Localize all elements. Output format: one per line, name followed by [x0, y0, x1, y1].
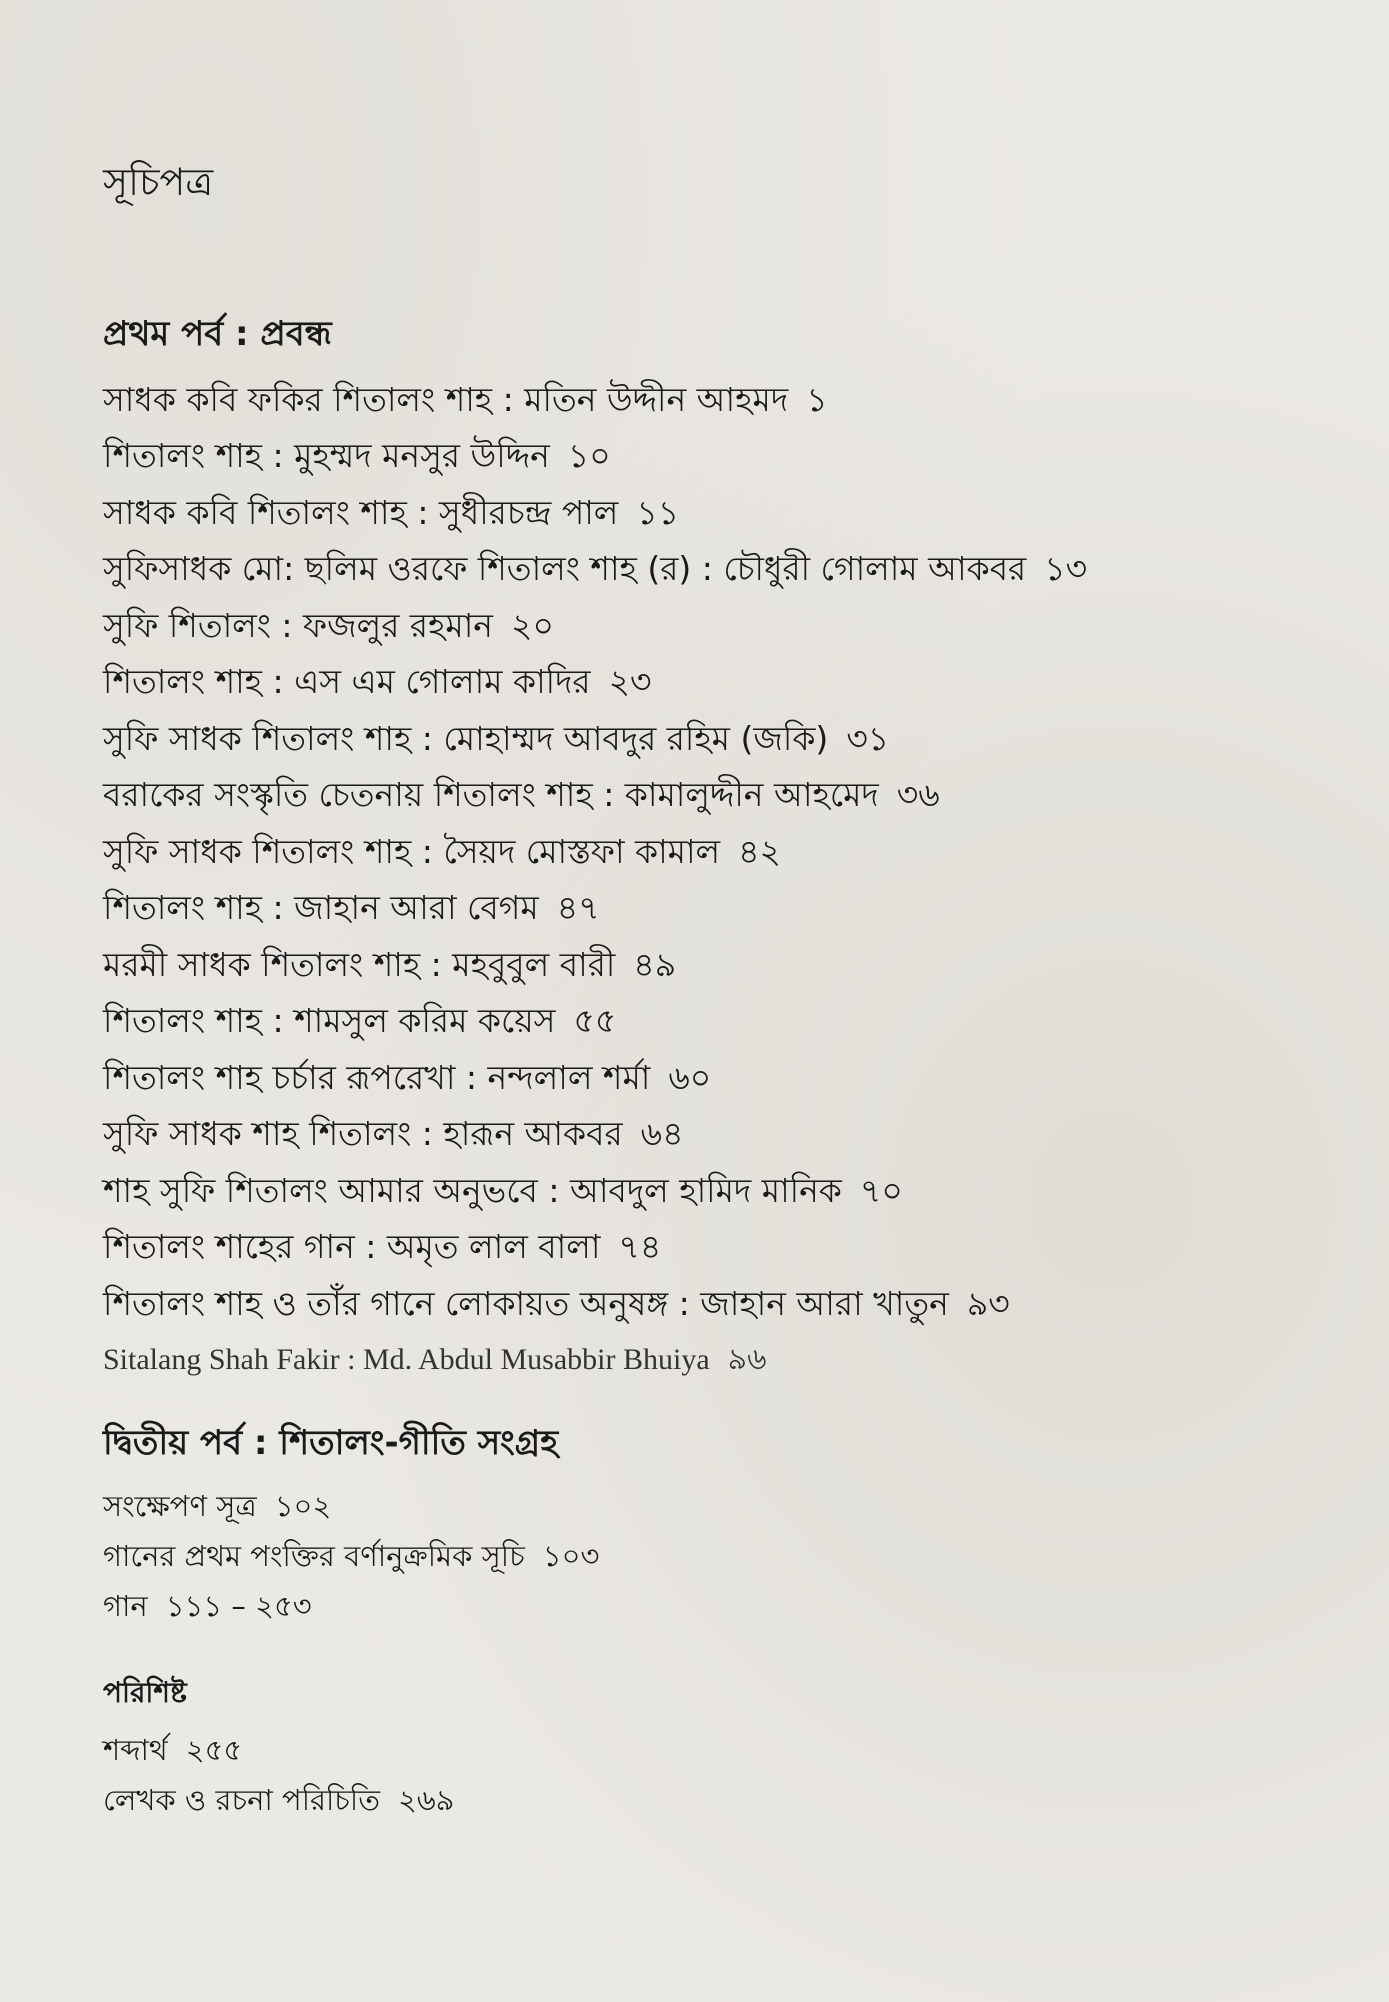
entry-title: সুফি সাধক শিতালং শাহ : মোহাম্মদ আবদুর রহিম (জকি) — [103, 718, 829, 758]
page-number: ৪৭ — [556, 888, 600, 928]
entry-title: শিতালং শাহ : শামসুল করিম কয়েস — [103, 1001, 556, 1041]
toc-entry — [103, 372, 1333, 429]
page-number: ২৬৯ — [397, 1782, 455, 1817]
page-number: ১০২ — [274, 1488, 332, 1523]
page-number: ৩১ — [846, 718, 890, 758]
entry-title: শিতালং শাহ : জাহান আরা বেগম — [103, 888, 539, 928]
toc-entry — [103, 937, 1333, 994]
entry-title: শাহ সুফি শিতালং আমার অনুভবে : আবদুল হামিদ মানিক — [103, 1170, 842, 1210]
section-part-one — [103, 306, 1333, 1389]
toc-entry — [103, 541, 1333, 598]
section-heading: দ্বিতীয় পর্ব : শিতালং-গীতি সংগ্রহ — [103, 1422, 559, 1463]
page-title: সূচিপত্র — [103, 160, 214, 204]
entry-title: শিতালং শাহ : এস এম গোলাম কাদির — [103, 662, 591, 702]
toc-entry — [103, 1332, 1333, 1389]
entry-title: সুফি সাধক শিতালং শাহ : সৈয়দ মোস্তফা কামাল — [103, 831, 721, 871]
entry-title: সাধক কবি শিতালং শাহ : সুধীরচন্দ্র পাল — [103, 492, 619, 532]
entry-title: সাধক কবি ফকির শিতালং শাহ : মতিন উদ্দীন আহমদ — [103, 379, 789, 419]
entry-title: সুফিসাধক মো: ছলিম ওরফে শিতালং শাহ (র) : চৌধুরী গোলাম আকবর — [103, 549, 1027, 589]
toc-entry — [103, 880, 1333, 937]
page-number: ৪৯ — [633, 944, 677, 984]
page-number: ৯৬ — [727, 1343, 767, 1377]
page-number: ১০ — [567, 436, 611, 476]
toc-entry — [103, 598, 1333, 655]
toc-entry — [103, 824, 1333, 881]
entry-title: Sitalang Shah Fakir : Md. Abdul Musabbir Bhuiya — [103, 1343, 710, 1377]
entry-title: লেখক ও রচনা পরিচিতি — [103, 1782, 380, 1817]
entry-title: বরাকের সংস্কৃতি চেতনায় শিতালং শাহ : কামালুদ্দীন আহমেদ — [103, 775, 879, 815]
section-heading: পরিশিষ্ট — [103, 1675, 187, 1709]
table-of-contents — [103, 160, 1333, 1825]
toc-entry — [103, 1163, 1333, 1220]
page-number: ৬০ — [668, 1057, 712, 1097]
toc-entry — [103, 993, 1333, 1050]
entry-title: গানের প্রথম পংক্তির বর্ণানুক্রমিক সূচি — [103, 1538, 525, 1573]
entry-title: শিতালং শাহের গান : অমৃত লাল বালা — [103, 1227, 601, 1267]
toc-entry — [103, 1219, 1333, 1276]
page-number: ১ — [806, 379, 828, 419]
entry-title: সংক্ষেপণ সূত্র — [103, 1488, 257, 1523]
page-number: ১১১ – ২৫৩ — [165, 1588, 312, 1623]
page-number: ১০৩ — [542, 1538, 600, 1573]
page-number: ১৩ — [1044, 549, 1088, 589]
page-number: ৫৫ — [573, 1001, 617, 1041]
entry-title: শিতালং শাহ ও তাঁর গানে লোকায়ত অনুষঙ্গ : জাহান আরা খাতুন — [103, 1283, 949, 1323]
toc-entry — [103, 1106, 1333, 1163]
entry-title: শিতালং শাহ : মুহম্মদ মনসুর উদ্দিন — [103, 436, 550, 476]
page-number: ৭০ — [859, 1170, 903, 1210]
toc-entry — [103, 1725, 1333, 1775]
page-number: ২৩ — [608, 662, 652, 702]
toc-entry — [103, 1531, 1333, 1581]
toc-entry — [103, 1276, 1333, 1333]
toc-entry — [103, 428, 1333, 485]
toc-entry — [103, 711, 1333, 768]
entry-title: সুফি সাধক শাহ শিতালং : হারূন আকবর — [103, 1114, 623, 1154]
entry-title: শিতালং শাহ চর্চার রূপরেখা : নন্দলাল শর্মা — [103, 1057, 651, 1097]
page-number: ২৫৫ — [185, 1732, 243, 1767]
toc-entry — [103, 767, 1333, 824]
entry-title: গান — [103, 1588, 148, 1623]
toc-entry — [103, 1775, 1333, 1825]
toc-entry — [103, 485, 1333, 542]
page-number: ৪২ — [738, 831, 782, 871]
toc-entry — [103, 1581, 1333, 1631]
section-appendix — [103, 1665, 1333, 1825]
page-number: ৬৪ — [640, 1114, 684, 1154]
page-number: ৩৬ — [896, 775, 940, 815]
page-number: ২০ — [511, 605, 554, 645]
page-number: ৭৪ — [618, 1227, 662, 1267]
section-heading: প্রথম পর্ব : প্রবন্ধ — [103, 313, 332, 354]
entry-title: শব্দার্থ — [103, 1732, 168, 1767]
section-part-two — [103, 1415, 1333, 1631]
page-number: ৯৩ — [966, 1283, 1010, 1323]
toc-entry — [103, 1481, 1333, 1531]
entry-title: সুফি শিতালং : ফজলুর রহমান — [103, 605, 493, 645]
page-number: ১১ — [636, 492, 680, 532]
toc-entry — [103, 654, 1333, 711]
toc-entry — [103, 1050, 1333, 1107]
entry-title: মরমী সাধক শিতালং শাহ : মহবুবুল বারী — [103, 944, 616, 984]
